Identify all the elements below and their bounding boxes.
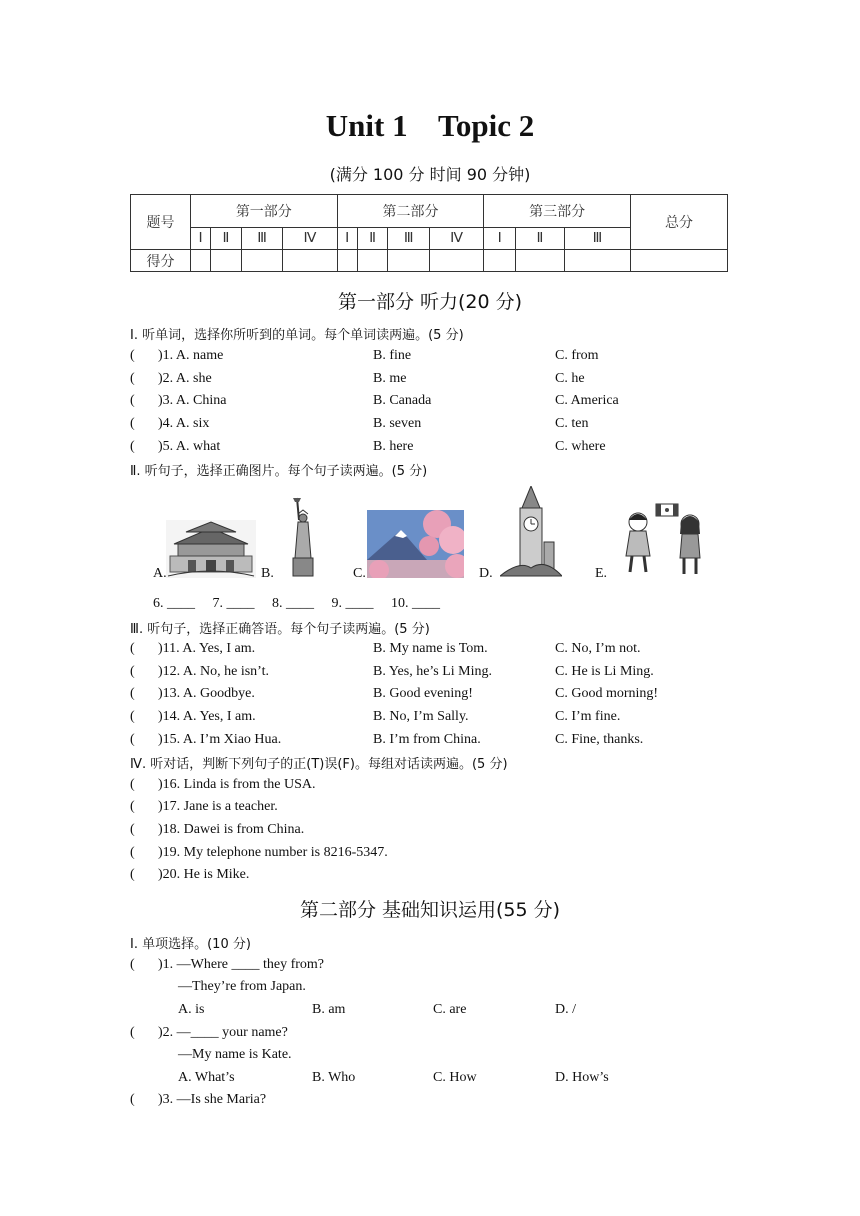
option-d: D. How’s <box>555 1070 609 1085</box>
answer-paren[interactable]: ( <box>130 732 135 747</box>
score-cell[interactable] <box>283 250 337 272</box>
answer-paren[interactable]: ( <box>130 439 135 454</box>
score-cell[interactable] <box>388 250 430 272</box>
option-c: C. are <box>433 1002 467 1017</box>
part1-heading: 第一部分 听力(20 分) <box>337 291 523 313</box>
score-cell[interactable] <box>357 250 388 272</box>
answer-paren[interactable]: ( <box>130 393 135 408</box>
roman-cell: Ⅲ <box>241 228 283 250</box>
score-cell-total[interactable] <box>631 250 728 272</box>
option-b: B. Good evening! <box>373 686 473 701</box>
option-a: )3. A. China <box>158 393 227 408</box>
answer-paren[interactable]: ( <box>130 641 135 656</box>
section-title: Ⅰ. 听单词，选择你所听到的单词。每个单词读两遍。(5 分) <box>130 328 464 343</box>
answer-paren[interactable]: ( <box>130 845 135 860</box>
answer-paren[interactable]: ( <box>130 957 135 972</box>
option-a: A. What’s <box>178 1070 235 1085</box>
answer-paren[interactable]: ( <box>130 709 135 724</box>
row-label-question: 题号 <box>131 195 191 250</box>
answer-paren[interactable]: ( <box>130 686 135 701</box>
option-c: C. I’m fine. <box>555 709 621 724</box>
roman-cell: Ⅳ <box>283 228 337 250</box>
statement: )18. Dawei is from China. <box>158 822 305 837</box>
option-a: )13. A. Goodbye. <box>158 686 255 701</box>
section-title: Ⅱ. 听句子，选择正确图片。每个句子读两遍。(5 分) <box>130 464 428 479</box>
picture-label-a: A. <box>153 566 167 581</box>
option-a: A. is <box>178 1002 205 1017</box>
option-b: B. me <box>373 371 407 386</box>
picture-answer-blanks[interactable]: 6. ____ 7. ____ 8. ____ 9. ____ 10. ____ <box>153 596 440 611</box>
big-ben-picture <box>500 486 562 578</box>
roman-cell: Ⅰ <box>337 228 357 250</box>
tiananmen-picture <box>166 520 256 578</box>
roman-cell: Ⅰ <box>484 228 516 250</box>
col-part2: 第二部分 <box>337 195 484 228</box>
option-c: C. ten <box>555 416 589 431</box>
option-a: )12. A. No, he isn’t. <box>158 664 269 679</box>
option-d: D. / <box>555 1002 576 1017</box>
statement: )17. Jane is a teacher. <box>158 799 278 814</box>
roman-cell: Ⅲ <box>388 228 430 250</box>
answer-paren[interactable]: ( <box>130 664 135 679</box>
two-girls-with-flag-picture <box>620 500 708 578</box>
mount-fuji-picture <box>367 510 464 578</box>
option-b: B. No, I’m Sally. <box>373 709 469 724</box>
option-a: )5. A. what <box>158 439 221 454</box>
score-cell[interactable] <box>241 250 283 272</box>
question-stem: )1. —Where ____ they from? <box>158 957 324 972</box>
score-table <box>130 194 728 272</box>
option-c: C. he <box>555 371 585 386</box>
col-part1: 第一部分 <box>191 195 338 228</box>
option-b: B. I’m from China. <box>373 732 481 747</box>
score-cell[interactable] <box>337 250 357 272</box>
statement: )20. He is Mike. <box>158 867 250 882</box>
score-cell[interactable] <box>191 250 211 272</box>
option-b: B. fine <box>373 348 412 363</box>
option-b: B. am <box>312 1002 346 1017</box>
option-c: C. Good morning! <box>555 686 659 701</box>
page-subtitle: (满分 100 分 时间 90 分钟) <box>329 165 531 184</box>
answer-paren[interactable]: ( <box>130 1092 135 1107</box>
option-b: B. Canada <box>373 393 432 408</box>
option-a: )1. A. name <box>158 348 224 363</box>
option-b: B. Yes, he’s Li Ming. <box>373 664 493 679</box>
section-title: Ⅰ. 单项选择。(10 分) <box>130 937 251 952</box>
answer-paren[interactable]: ( <box>130 416 135 431</box>
option-b: B. seven <box>373 416 422 431</box>
question-stem: )2. —____ your name? <box>158 1025 288 1040</box>
roman-cell: Ⅰ <box>191 228 211 250</box>
roman-cell: Ⅱ <box>211 228 242 250</box>
part2-heading: 第二部分 基础知识运用(55 分) <box>299 899 561 921</box>
roman-cell: Ⅱ <box>516 228 565 250</box>
picture-label-e: E. <box>595 566 608 581</box>
picture-label-c: C. <box>353 566 366 581</box>
option-c: C. Fine, thanks. <box>555 732 644 747</box>
row-label-score: 得分 <box>131 250 191 272</box>
option-a: )14. A. Yes, I am. <box>158 709 256 724</box>
page-title: Unit 1 Topic 2 <box>325 108 535 143</box>
section-title: Ⅳ. 听对话，判断下列句子的正(T)误(F)。每组对话读两遍。(5 分) <box>130 757 508 772</box>
roman-cell: Ⅲ <box>564 228 630 250</box>
answer-paren[interactable]: ( <box>130 1025 135 1040</box>
roman-cell: Ⅳ <box>429 228 483 250</box>
section-title: Ⅲ. 听句子，选择正确答语。每个句子读两遍。(5 分) <box>130 622 430 637</box>
col-part3: 第三部分 <box>484 195 631 228</box>
option-c: C. from <box>555 348 599 363</box>
col-total: 总分 <box>631 195 728 250</box>
score-cell[interactable] <box>211 250 242 272</box>
answer-paren[interactable]: ( <box>130 371 135 386</box>
roman-cell: Ⅱ <box>357 228 388 250</box>
option-a: )15. A. I’m Xiao Hua. <box>158 732 282 747</box>
score-cell[interactable] <box>429 250 483 272</box>
question-reply: —They’re from Japan. <box>178 979 306 994</box>
option-a: )11. A. Yes, I am. <box>158 641 256 656</box>
question-stem: )3. —Is she Maria? <box>158 1092 267 1107</box>
answer-paren[interactable]: ( <box>130 799 135 814</box>
option-a: )2. A. she <box>158 371 212 386</box>
picture-label-b: B. <box>261 566 274 581</box>
question-reply: —My name is Kate. <box>178 1047 292 1062</box>
statue-of-liberty-picture <box>288 496 318 578</box>
option-c: C. No, I’m not. <box>555 641 641 656</box>
option-c: C. where <box>555 439 606 454</box>
score-cell[interactable] <box>564 250 630 272</box>
option-a: )4. A. six <box>158 416 210 431</box>
option-b: B. My name is Tom. <box>373 641 488 656</box>
option-c: C. America <box>555 393 619 408</box>
option-b: B. Who <box>312 1070 356 1085</box>
statement: )19. My telephone number is 8216-5347. <box>158 845 388 860</box>
answer-paren[interactable]: ( <box>130 867 135 882</box>
answer-paren[interactable]: ( <box>130 777 135 792</box>
option-b: B. here <box>373 439 414 454</box>
option-c: C. He is Li Ming. <box>555 664 654 679</box>
score-cell[interactable] <box>484 250 516 272</box>
picture-label-d: D. <box>479 566 493 581</box>
option-c: C. How <box>433 1070 477 1085</box>
answer-paren[interactable]: ( <box>130 348 135 363</box>
answer-paren[interactable]: ( <box>130 822 135 837</box>
statement: )16. Linda is from the USA. <box>158 777 316 792</box>
score-cell[interactable] <box>516 250 565 272</box>
